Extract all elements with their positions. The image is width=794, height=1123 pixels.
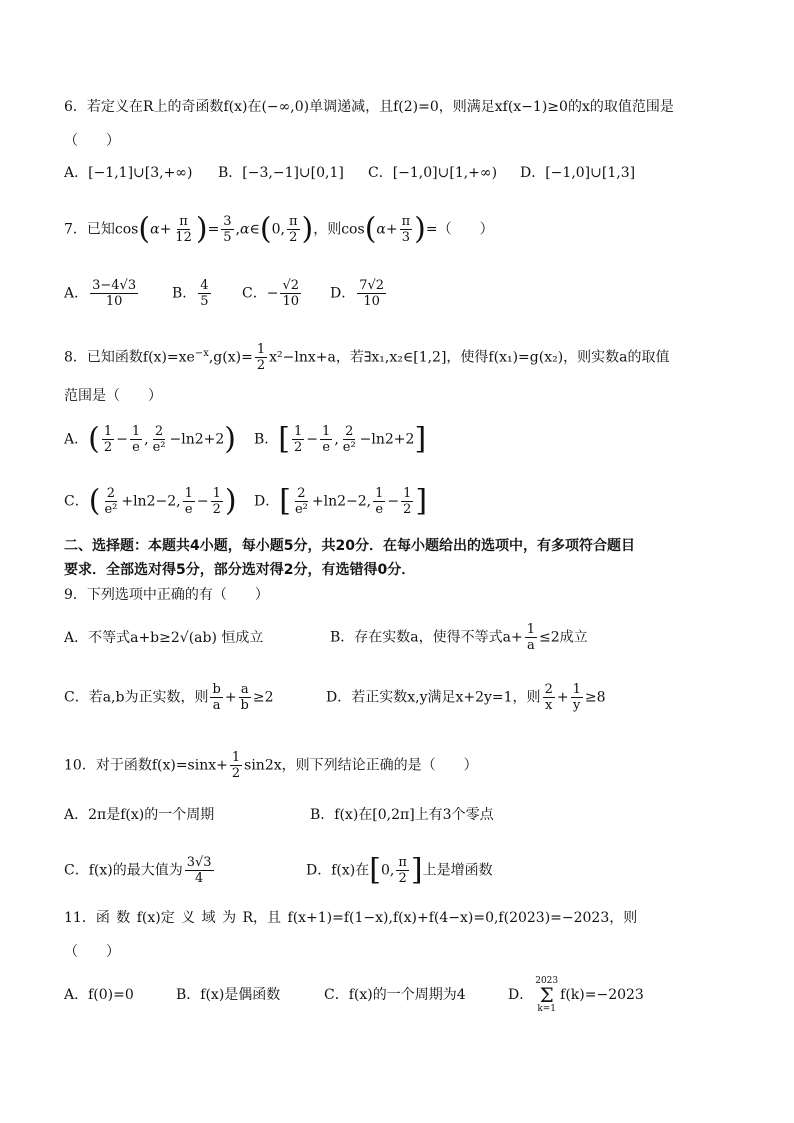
q11-option-d (508, 976, 644, 1014)
q10-d-num: π (398, 855, 407, 870)
q9-d-post: ≥8 (584, 689, 606, 706)
q10-c-den: 4 (194, 871, 204, 886)
q7-frac1-den: 12 (175, 230, 192, 245)
q7-frac2-den: 5 (223, 230, 232, 245)
q8-mid: ,g(x)= (208, 349, 253, 366)
q9-d-pre: D．若正实数x,y满足x+2y=1，则 (326, 689, 541, 706)
q10-c-num: 3√3 (186, 855, 212, 870)
q8-option-a: A．( $\frac{1}{2}$ − $\frac{1}{e}$ , $\frac{2}{\text{e²}}$ −ln2+2) (64, 421, 236, 457)
sum-upper: 2023 (535, 976, 559, 986)
q7-option-b (172, 278, 213, 309)
q11-option-a: A．f(0)=0 (64, 987, 134, 1003)
q7-stem: 7．已知cos(α+ $\frac{\pi}{12}$ )= $\frac{3}{5}$ ,α∈(0, $\frac{\pi}{2}$ )，则cos(α+ $\frac{\pi}{3}$ )=（ ） (64, 211, 494, 247)
q10-option-b: B．f(x)在[0,2π]上有3个零点 (310, 807, 494, 823)
q9-option-b (330, 622, 588, 653)
q9-c-num1: b (212, 682, 221, 697)
q6-stem: 6．若定义在R上的奇函数f(x)在(−∞,0)单调递减，且f(2)=0，则满足xf(x−1)≥0的x的取值范围是 (64, 99, 674, 115)
q9-d-num1: 2 (544, 682, 553, 697)
q7-c-den: 10 (282, 294, 299, 309)
q10-option-a: A．2π是f(x)的一个周期 (64, 807, 215, 823)
q7-b-den: 5 (200, 294, 209, 309)
q9-option-d: D．若正实数x,y满足x+2y=1，则 $\frac{2}{x}$ + $\frac{1}{y}$ ≥8 (326, 682, 606, 713)
q7-a-den: 10 (105, 294, 123, 309)
q10-d-den: 2 (398, 871, 407, 886)
q7-frac4-num: π (401, 214, 411, 229)
q11-option-b: B．f(x)是偶函数 (176, 987, 281, 1003)
q9-c-pre: C．若a,b为正实数，则 (64, 689, 209, 706)
q8-half-num: 1 (256, 342, 266, 357)
q7-option-d (330, 278, 388, 309)
q6-paren: （ ） (64, 133, 120, 149)
summation-symbol: 2023 Σ k=1 (535, 976, 559, 1014)
q6-option-a: A．[−1,1]∪[3,+∞) (64, 165, 193, 181)
q11-option-c: C．f(x)的一个周期为4 (324, 987, 466, 1003)
q8-lead: 8．已知函数f(x)=xe (64, 349, 195, 366)
section2-line1: 二、选择题：本题共4小题，每小题5分，共20分．在每小题给出的选项中，有多项符合题目 (64, 538, 635, 554)
q9-b-den: a (526, 638, 535, 653)
q7-then: ，则cos (313, 221, 365, 238)
q6-option-c: C．[−1,0]∪[1,+∞) (368, 165, 498, 181)
section2-line2: 要求．全部选对得5分，部分选对得2分，有选错得0分． (64, 562, 416, 578)
q9-b-num: 1 (526, 622, 535, 637)
q7-a-num: 3−4√3 (92, 278, 137, 293)
q9-stem: 9．下列选项中正确的有（ ） (64, 587, 269, 603)
q6-option-b: B．[−3,−1]∪[0,1] (218, 165, 344, 181)
q7-b-num: 4 (200, 278, 209, 293)
q10-c-pre: C．f(x)的最大值为 (64, 862, 183, 879)
q9-c-den1: a (212, 698, 221, 713)
q7-frac3-num: π (288, 214, 298, 229)
q7-a-label: A． (64, 285, 89, 302)
q8-d-label: D． (254, 493, 280, 510)
q9-d-num2: 1 (572, 682, 581, 697)
q10-den: 2 (231, 766, 241, 781)
q7-lead: 7．已知cos (64, 221, 139, 238)
q9-c-post: ≥2 (252, 689, 274, 706)
q9-option-c: C．若a,b为正实数，则 $\frac{b}{a}$ + $\frac{a}{b}$ ≥2 (64, 682, 274, 713)
q9-b-pre: B．存在实数a，使得不等式a+ (330, 629, 523, 646)
q10-post: sin2x，则下列结论正确的是（ ） (244, 757, 478, 774)
q8-option-c: C．( $\frac{2}{\text{e²}}$ +ln2−2, $\frac{1}{e}$ − $\frac{1}{2}$ ) (64, 483, 237, 519)
q7-d-label: D． (330, 285, 356, 302)
q11-d-pre: D． (508, 987, 534, 1003)
q10-pre: 10．对于函数f(x)=sinx+ (64, 757, 228, 774)
q7-b-label: B． (172, 285, 197, 302)
q8-a-label: A． (64, 431, 89, 448)
q10-d-post: 上是增函数 (422, 862, 493, 879)
q8-line2: 范围是（ ） (64, 388, 162, 404)
q7-d-num: 7√2 (359, 278, 385, 293)
q8-option-b: B．[ $\frac{1}{2}$ − $\frac{1}{e}$ , $\frac{2}{\text{e²}}$ −ln2+2] (254, 421, 427, 457)
q6-option-d: D．[−1,0]∪[1,3] (520, 165, 636, 181)
q8-half-den: 2 (256, 358, 266, 373)
q10-d-pre: D．f(x)在 (306, 862, 370, 879)
q11-stem: 11．函 数 f(x)定 义 域 为 R，且 f(x+1)=f(1−x),f(x)+f(4−x)=0,f(2023)=−2023，则 (64, 910, 638, 926)
q11-paren: （ ） (64, 944, 120, 960)
q7-c-num: √2 (282, 278, 300, 293)
q8-c-label: C． (64, 493, 89, 510)
q9-c-den2: b (240, 698, 249, 713)
q7-option-a (64, 278, 140, 309)
q7-c-label: C．− (242, 285, 279, 302)
q7-frac1-num: π (179, 214, 188, 229)
q7-frac4-den: 3 (401, 230, 411, 245)
sum-lower: k=1 (537, 1004, 557, 1014)
q9-b-post: ≤2成立 (539, 629, 588, 646)
q10-stem (64, 750, 734, 781)
q11-d-post: f(k)=−2023 (560, 987, 644, 1003)
q9-option-a: A．不等式a+b≥2√(ab) 恒成立 (64, 630, 264, 646)
q8-option-d: D．[ $\frac{2}{\text{e²}}$ +ln2−2, $\frac{1}{e}$ − $\frac{1}{2}$ ] (254, 483, 428, 519)
q8-sup: −x (194, 347, 209, 359)
q8-stem (64, 342, 734, 373)
q8-b-label: B． (254, 431, 279, 448)
q8-rest: x²−lnx+a，若∃x₁,x₂∈[1,2]，使得f(x₁)=g(x₂)，则实数a的取值 (269, 349, 670, 366)
q9-c-num2: a (240, 682, 249, 697)
q10-option-d: D．f(x)在[0, $\frac{\pi}{2}$ ]上是增函数 (306, 852, 493, 888)
q9-d-den1: x (545, 698, 553, 713)
q7-frac2-num: 3 (223, 214, 232, 229)
q9-d-den2: y (573, 698, 581, 713)
q7-tail: =（ ） (425, 221, 494, 238)
q7-d-den: 10 (363, 294, 380, 309)
q7-frac3-den: 2 (289, 230, 298, 245)
q10-num: 1 (231, 750, 241, 765)
q10-option-c (64, 855, 216, 886)
q7-option-c (242, 278, 303, 309)
